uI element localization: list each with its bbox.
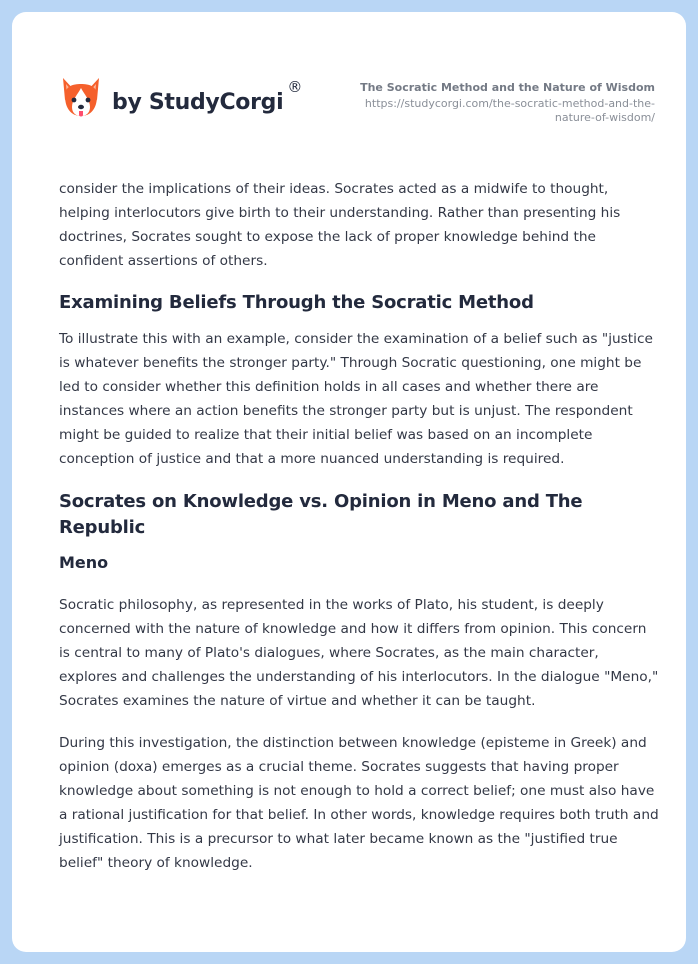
article-body	[59, 177, 659, 875]
document-page	[12, 12, 686, 952]
page-header	[12, 12, 686, 152]
document-meta	[345, 80, 655, 125]
corgi-icon	[60, 76, 102, 122]
document-title: The Socratic Method and the Nature of Wisdom	[360, 81, 655, 94]
paragraph-meno-1: Socratic philosophy, as represented in the works of Plato, his student, is deeply concerned with the nature of knowledge and how it differs from opinion. This concern is central to many of Plato's dialogues, where Socrates, as the main character, explores and challenges the understanding of his interlocutors. In the dialogue "Meno," Socrates examines the nature of virtue and whether it can be taught.	[59, 597, 659, 709]
heading-knowledge-vs-opinion: Socrates on Knowledge vs. Opinion in Meno and The Republic	[59, 491, 583, 538]
registered-mark: ®	[287, 78, 303, 96]
heading-examining-beliefs: Examining Beliefs Through the Socratic Method	[59, 292, 534, 313]
paragraph-meno-2: During this investigation, the distinction between knowledge (episteme in Greek) and opinion (doxa) emerges as a crucial theme. Socrates suggests that having proper knowledge about something is not enough to hold a correct belief; one must also have a rational justification for that belief. In other words, knowledge requires both truth and justification. This is a precursor to what later became known as the "justified true belief" theory of knowledge.	[59, 735, 659, 871]
subheading-meno: Meno	[59, 553, 109, 572]
brand-name: by StudyCorgi	[112, 89, 284, 115]
paragraph-example: To illustrate this with an example, consider the examination of a belief such as "justice is whatever benefits the stronger party." Through Socratic questioning, one might be led to consider whether this definition holds in all cases and whether there are instances where an action benefits the stronger party but is unjust. The respondent might be guided to realize that their initial belief was based on an incomplete conception of justice and that a more nuanced understanding is required.	[59, 331, 653, 467]
studycorgi-logo[interactable]	[60, 76, 302, 122]
paragraph-intro: consider the implications of their ideas. Socrates acted as a midwife to thought, helping interlocutors give birth to their understanding. Rather than presenting his doctrines, Socrates sought to expose the lack of proper knowledge behind the confident assertions of others.	[59, 181, 621, 269]
document-url[interactable]: https://studycorgi.com/the-socratic-method-and-the-nature-of-wisdom/	[364, 97, 655, 124]
